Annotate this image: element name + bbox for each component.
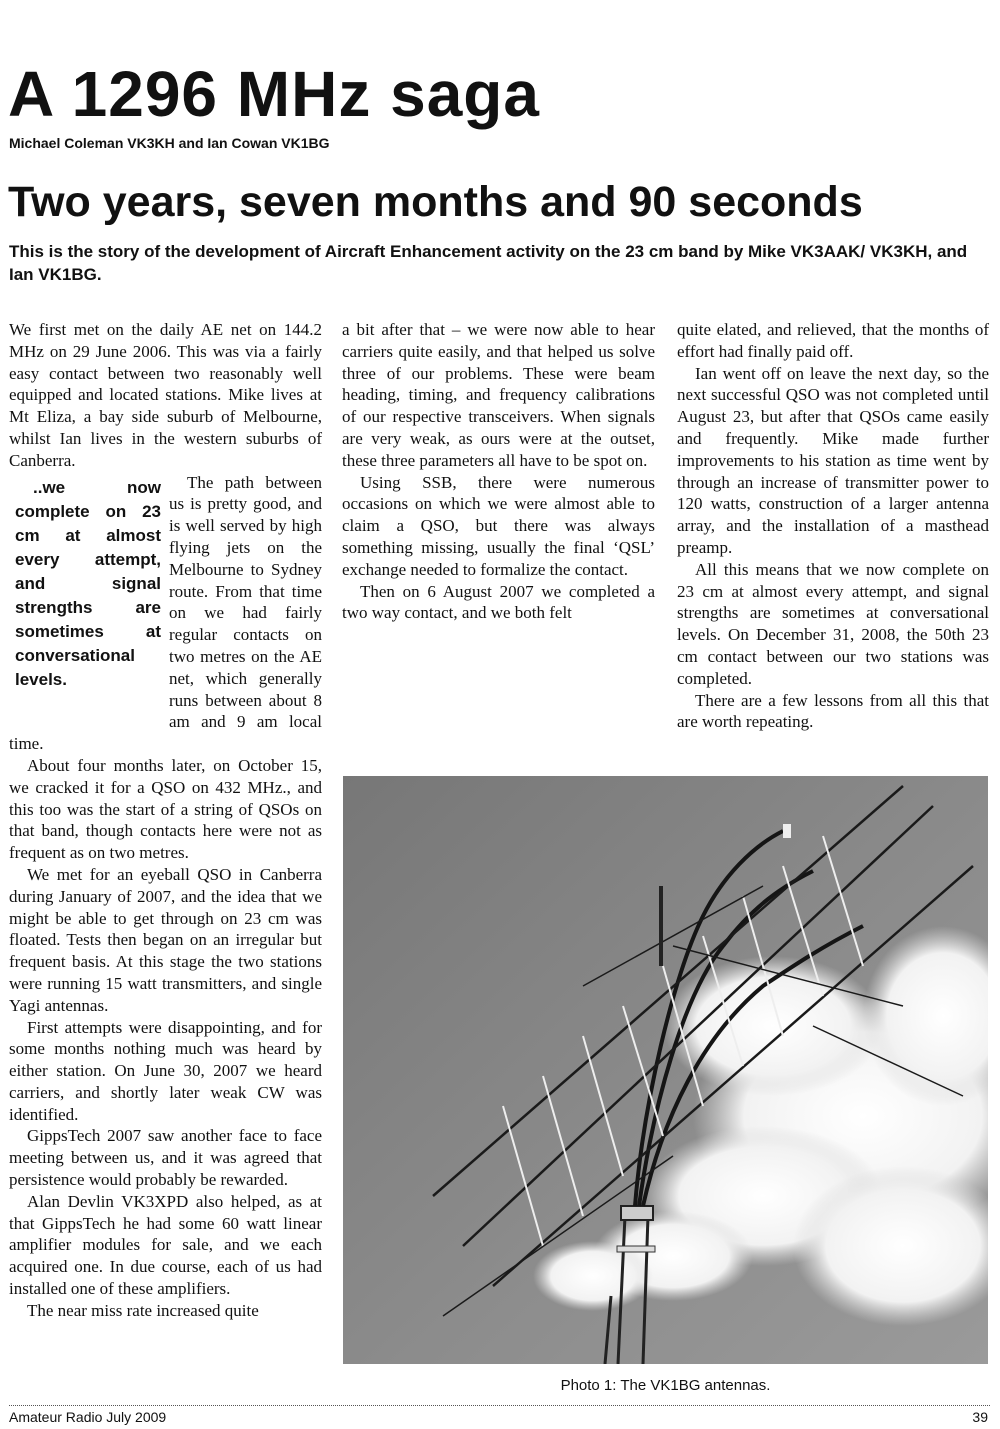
antenna-photo	[343, 776, 988, 1364]
pull-quote-text: ..we now complete on 23 cm at almost every attempt, and signal strengths are sometimes at conversational levels.	[15, 477, 161, 689]
paragraph-text: The path between us is pretty good, and is well served by high flying jets on the Melbourne to Sydney route. From that time on we had fairly regular contacts on two metres on the AE net, which generally runs between about 8 am and 9 am local time.	[9, 472, 322, 754]
paragraph: We met for an eyeball QSO in Canberra during January of 2007, and the idea that we might be able to get through on 23 cm was floated. Tests then began on an irregular but frequent basis. At this stage the two stations were running 15 watt transmitters, and single Yagi antennas.	[9, 864, 322, 1015]
paragraph: Ian went off on leave the next day, so the next successful QSO was not completed until August 23, but after that QSOs came easily and frequently. Mike made further improvements to his station as time went by through an increase of transmitter power to 120 watts, construction of a larger antenna array, and the installation of a masthead preamp.	[677, 363, 989, 557]
page-number: 39	[972, 1409, 988, 1425]
paragraph: Using SSB, there were numerous occasions on which we were almost able to claim a QSO, but there was always something missing, usually the final ‘QSL’ exchange needed to formalize the contact.	[342, 472, 655, 579]
footer-publication: Amateur Radio July 2009	[9, 1409, 167, 1425]
paragraph	[9, 472, 322, 755]
column-1	[9, 319, 322, 1322]
column-2	[342, 319, 655, 624]
paragraph: Then on 6 August 2007 we completed a two way contact, and we both felt	[342, 581, 655, 623]
footer-rule	[9, 1405, 990, 1406]
paragraph: First attempts were disappointing, and for some months nothing much was heard by either station. On June 30, 2007 we heard carriers, and shortly later weak CW was identified.	[9, 1017, 322, 1124]
paragraph: GippsTech 2007 saw another face to face meeting between us, and it was agreed that persistence would probably be rewarded.	[9, 1126, 322, 1190]
article-standfirst: This is the story of the development of Aircraft Enhancement activity on the 23 cm band by Mike VK3AAK/ VK3KH, and Ian VK1BG.	[9, 242, 968, 284]
photo-caption: Photo 1: The VK1BG antennas.	[560, 1377, 771, 1394]
paragraph: There are a few lessons from all this that are worth repeating.	[677, 690, 989, 732]
article-subtitle: Two years, seven months and 90 seconds	[8, 178, 863, 226]
paragraph: All this means that we now complete on 23 cm at almost every attempt, and signal strengths are sometimes at conversational levels. On December 31, 2008, the 50th 23 cm contact between our two stations was completed.	[677, 559, 989, 688]
paragraph: About four months later, on October 15, we cracked it for a QSO on 432 MHz., and this too was the start of a string of QSOs on that band, though contacts here were not as frequent as on two metres.	[9, 755, 322, 863]
paragraph: The near miss rate increased quite	[27, 1300, 259, 1320]
article-authors: Michael Coleman VK3KH and Ian Cowan VK1BG	[9, 135, 330, 151]
paragraph: We first met on the daily AE net on 144.2 MHz on 29 June 2006. This was via a fairly easy contact between two reasonably well equipped and located stations. Mike lives at Mt Eliza, a bay side suburb of Melbourne, whilst Ian lives in the western suburbs of Canberra.	[9, 320, 322, 470]
paragraph: Alan Devlin VK3XPD also helped, as at that GippsTech he had some 60 watt linear amplifier modules for sale, and we each acquired one. In due course, each of us had installed one of these amplifiers.	[9, 1191, 322, 1299]
article-title: A 1296 MHz saga	[8, 58, 540, 130]
paragraph: a bit after that – we were now able to hear carriers quite easily, and that helped us solve three of our problems. These were beam heading, timing, and frequency calibrations of our respective transceivers. When signals are very weak, as ours were at the outset, these three parameters all have to be spot on.	[342, 320, 655, 470]
pull-quote	[1, 476, 161, 726]
paragraph: quite elated, and relieved, that the months of effort had finally paid off.	[677, 320, 989, 361]
column-3	[677, 319, 989, 733]
